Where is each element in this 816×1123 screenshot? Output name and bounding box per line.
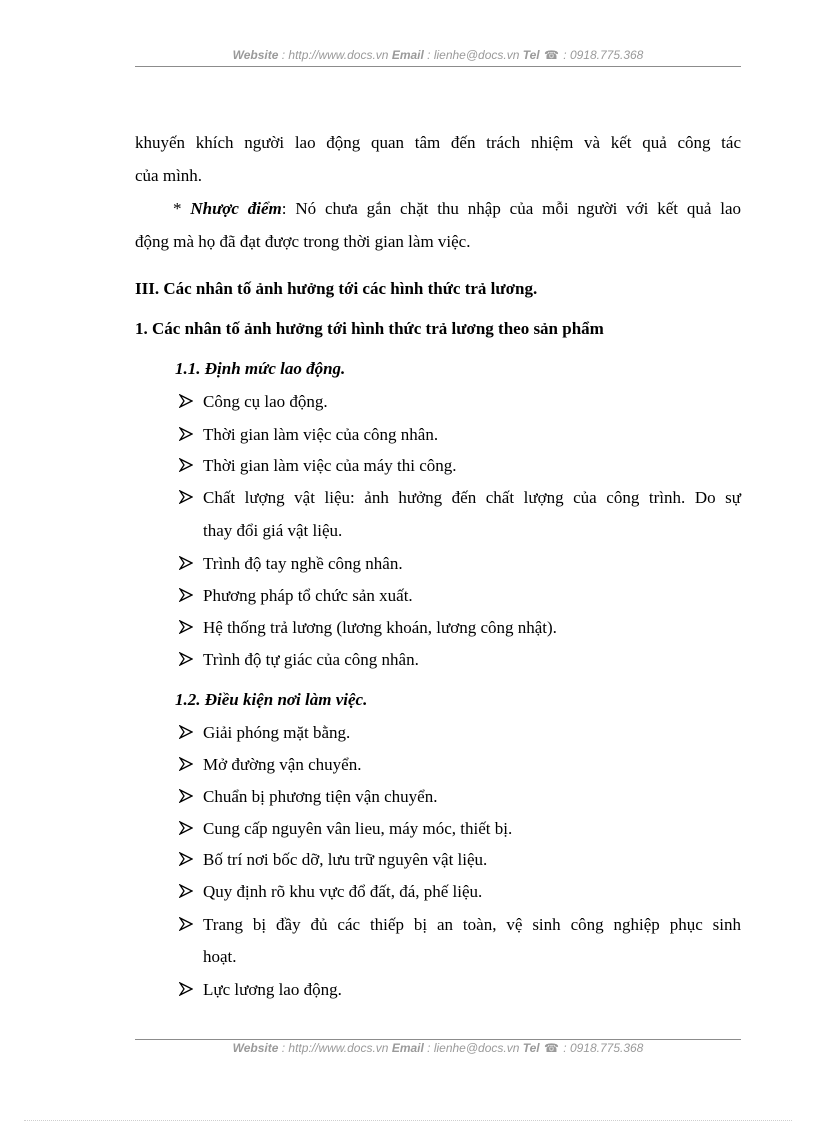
arrow-bullet-icon bbox=[179, 757, 193, 771]
arrow-bullet-icon bbox=[179, 821, 193, 835]
header-email-label: Email bbox=[391, 48, 424, 62]
paragraph-line: của mình. bbox=[135, 166, 203, 185]
footer-email-label: Email bbox=[391, 1041, 424, 1055]
header-email-value[interactable]: : lienhe@docs.vn bbox=[423, 48, 523, 62]
footer-email-value[interactable]: : lienhe@docs.vn bbox=[423, 1041, 523, 1055]
page-bottom-divider bbox=[24, 1120, 792, 1121]
arrow-bullet-icon bbox=[179, 852, 193, 866]
arrow-bullet-icon bbox=[179, 652, 193, 666]
disadvantage-label: Nhược điểm bbox=[190, 199, 282, 218]
footer-tel-value: : 0918.775.368 bbox=[559, 1041, 644, 1055]
header-website-value[interactable]: : http://www.docs.vn bbox=[278, 48, 392, 62]
section-heading-1: 1. Các nhân tố ảnh hưởng tới hình thức trả lương theo sản phẩm bbox=[135, 319, 604, 338]
arrow-bullet-icon bbox=[179, 394, 193, 408]
subsection-heading-1-2: 1.2. Điều kiện nơi làm việc. bbox=[175, 690, 368, 709]
arrow-bullet-icon bbox=[179, 588, 193, 602]
list-item-continuation: thay đổi giá vật liệu. bbox=[203, 521, 343, 540]
header-tel-value: : 0918.775.368 bbox=[559, 48, 644, 62]
telephone-icon: ☎ bbox=[543, 1041, 559, 1055]
arrow-bullet-icon bbox=[179, 490, 193, 504]
header-website-label: Website bbox=[232, 48, 279, 62]
page-footer bbox=[135, 1039, 741, 1058]
subsection-heading-1-1: 1.1. Định mức lao động. bbox=[175, 359, 346, 378]
arrow-bullet-icon bbox=[179, 884, 193, 898]
arrow-bullet-icon bbox=[179, 917, 193, 931]
footer-website-value[interactable]: : http://www.docs.vn bbox=[278, 1041, 392, 1055]
arrow-bullet-icon bbox=[179, 556, 193, 570]
paragraph-line: khuyến khích người lao động quan tâm đến trách nhiệm và kết quả công tác bbox=[135, 133, 741, 152]
footer-website-label: Website bbox=[232, 1041, 279, 1055]
arrow-bullet-icon bbox=[179, 458, 193, 472]
telephone-icon: ☎ bbox=[543, 48, 559, 62]
paragraph-disadvantage: * Nhược điểm: Nó chưa gắn chặt thu nhập của mỗi người với kết quả lao bbox=[173, 199, 742, 218]
arrow-bullet-icon bbox=[179, 620, 193, 634]
arrow-bullet-icon bbox=[179, 982, 193, 996]
arrow-bullet-icon bbox=[179, 427, 193, 441]
arrow-bullet-icon bbox=[179, 789, 193, 803]
footer-tel-label: Tel bbox=[522, 1041, 540, 1055]
header-tel-label: Tel bbox=[522, 48, 540, 62]
paragraph-line: động mà họ đã đạt được trong thời gian làm việc. bbox=[135, 232, 471, 251]
page-header bbox=[135, 48, 741, 67]
arrow-bullet-icon bbox=[179, 725, 193, 739]
section-heading-3: III. Các nhân tố ảnh hưởng tới các hình thức trả lương. bbox=[135, 279, 538, 298]
list-item-continuation: hoạt. bbox=[203, 947, 237, 966]
